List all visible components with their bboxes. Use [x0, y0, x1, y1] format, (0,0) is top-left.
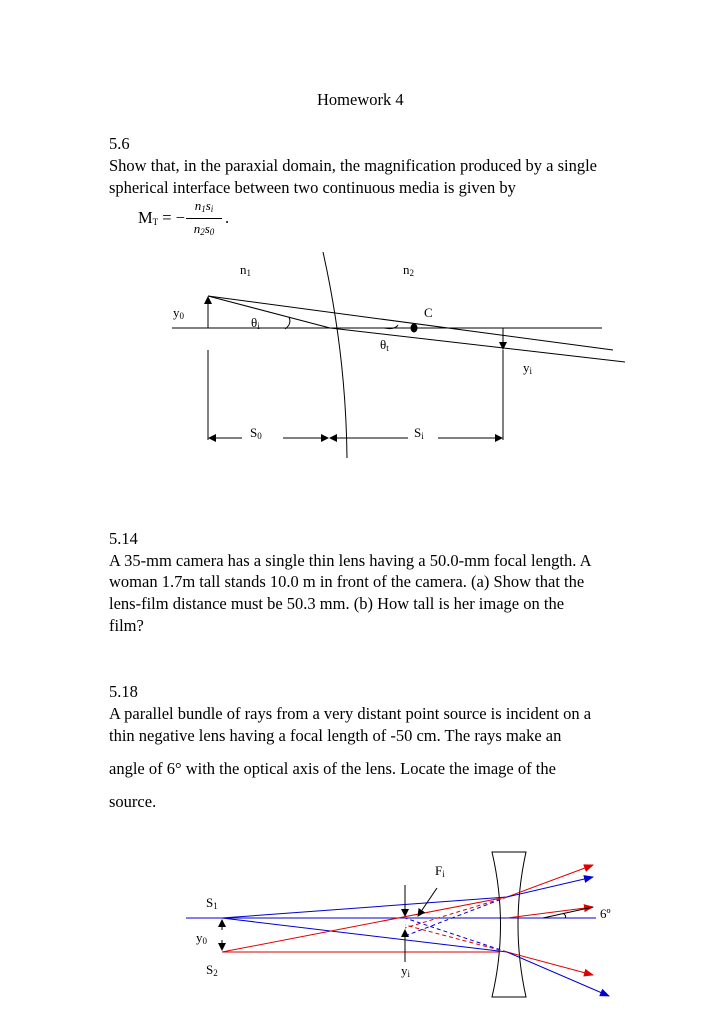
angle-arc	[563, 913, 566, 918]
label-theta-t: $\theta_t$	[380, 337, 389, 353]
label-s0: $S_0$	[250, 425, 262, 441]
equation-lhs: $M_T$ = −	[138, 208, 186, 227]
label-c: C	[424, 305, 433, 320]
label-n1: $n_1$	[240, 262, 251, 278]
equation-numerator: $n_1s_i$	[186, 199, 222, 219]
blue-virtual-top	[405, 897, 507, 936]
problem-5-14-line-3: lens-film distance must be 50.3 mm. (b) How tall is her image on the	[109, 594, 565, 613]
problem-5-14-line-4: film?	[109, 616, 144, 635]
label-s2: $S_2$	[206, 962, 218, 978]
label-yi: $y_i$	[523, 360, 533, 376]
problem-5-18-number: 5.18	[109, 682, 138, 701]
blue-ray-out-bottom	[507, 952, 609, 996]
red-ray-in-top	[222, 897, 507, 952]
negative-lens	[492, 852, 526, 997]
problem-5-14-number: 5.14	[109, 529, 138, 548]
equation-denominator: $n_2s_0$	[193, 221, 215, 237]
page-title: Homework 4	[317, 90, 404, 109]
problem-5-6-line-2: spherical interface between two continuous media is given by	[109, 178, 516, 197]
problem-5-14-line-1: A 35-mm camera has a single thin lens having a 50.0-mm focal length. A	[109, 551, 592, 570]
equation-period: .	[225, 208, 230, 227]
problem-5-18-line-3: angle of 6° with the optical axis of the lens. Locate the image of the	[109, 759, 556, 778]
label-fi: $F_i$	[435, 863, 445, 879]
label-n2: $n_2$	[403, 262, 414, 278]
equation-sign: = −	[162, 208, 186, 227]
problem-5-18-line-1: A parallel bundle of rays from a very distant point source is incident on a	[109, 704, 592, 723]
label-y0: $y_0$	[173, 305, 184, 321]
problem-5-18-line-2: thin negative lens having a focal length of -50 cm. The rays make an	[109, 726, 562, 745]
problem-5-14-line-2: woman 1.7m tall stands 10.0 m in front of the camera. (a) Show that the	[109, 572, 585, 591]
blue-ray-in-top	[222, 897, 507, 918]
label-theta-i: $\theta_i$	[251, 315, 260, 331]
label-s1: $S_1$	[206, 895, 218, 911]
red-virtual-bottom	[405, 925, 507, 952]
label-angle-6: 6º	[600, 906, 611, 921]
label-si: $S_i$	[414, 425, 424, 441]
blue-ray-in-cross	[222, 918, 507, 952]
problem-5-6-number: 5.6	[109, 134, 130, 153]
label-y0-lens: $y_0$	[196, 930, 207, 946]
label-yi-lens: $y_i$	[401, 963, 411, 979]
blue-virtual-bottom	[405, 918, 507, 952]
problem-5-6-line-1: Show that, in the paraxial domain, the magnification produced by a single	[109, 156, 597, 175]
red-ray-out-top	[507, 865, 593, 897]
problem-5-18-line-4: source.	[109, 792, 157, 811]
